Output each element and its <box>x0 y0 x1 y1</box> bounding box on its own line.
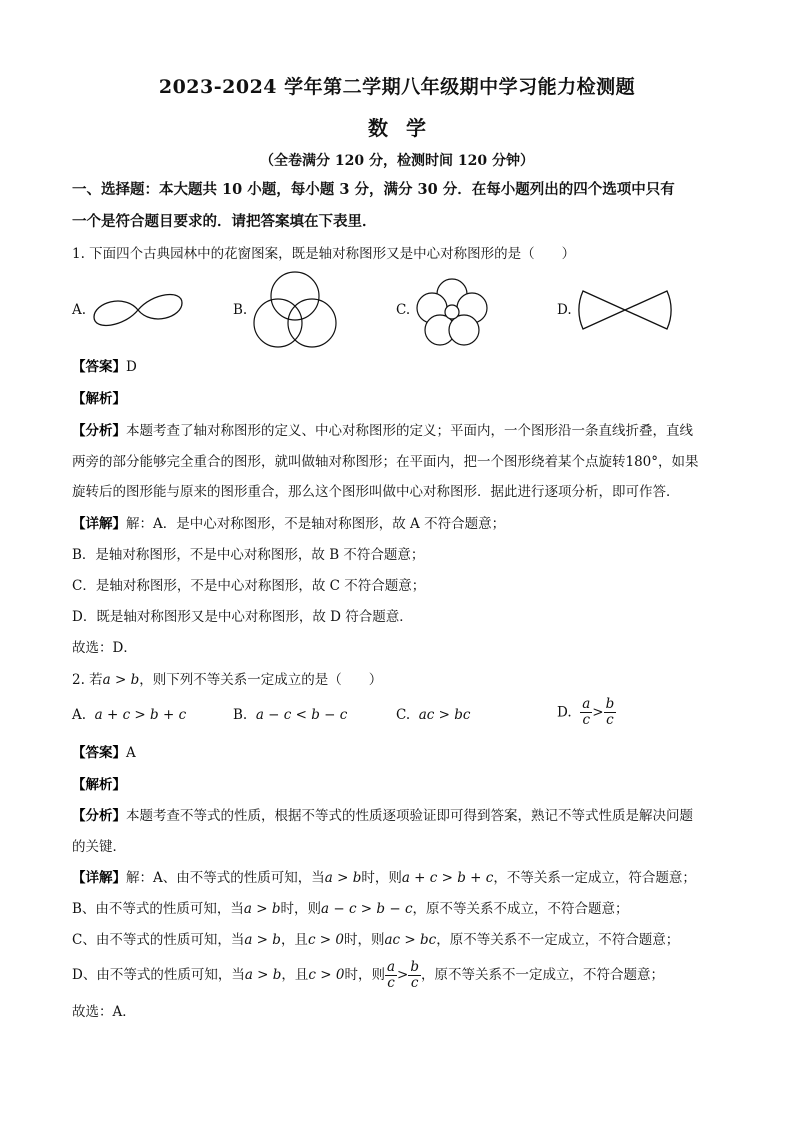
q1-xiangjie-tag: 【详解】 <box>72 516 126 532</box>
q2-d1-mid: 时，则 <box>361 870 402 886</box>
q2-d4-mid1: ，且 <box>281 967 309 983</box>
q1-fenxi-1 <box>72 421 732 441</box>
q1-option-d-label: D. <box>557 302 572 318</box>
q2-option-b-expr: a − c < b − c <box>255 707 348 723</box>
q2-d1-expr: a + c > b + c <box>401 870 494 886</box>
q2-stem-condition: a > b <box>102 672 140 688</box>
q2-option-c-label: C. <box>396 707 411 723</box>
q2-stem-pre: 2. 若 <box>72 672 103 688</box>
subject-title: 数学 <box>368 116 444 140</box>
q2-d4-op: > <box>397 967 409 983</box>
q1-option-b-figure <box>250 270 340 350</box>
q2-d4-cond: a > b <box>244 967 282 983</box>
section1-line2: 一个是符合题目要求的．请把答案填在下表里． <box>72 213 377 230</box>
q1-detail-1 <box>72 514 732 534</box>
q2-d3-expr: ac > bc <box>384 932 437 948</box>
q2-fenxi-tag: 【分析】 <box>72 808 126 824</box>
q2-d1-cond: a > b <box>324 870 362 886</box>
q1-fenxi-tag: 【分析】 <box>72 423 126 439</box>
q2-option-d-op: > <box>592 704 604 721</box>
q1-stem: 1. 下面四个古典园林中的花窗图案，既是轴对称图形又是中心对称图形的是（ ） <box>72 246 576 262</box>
q2-option-a-label: A. <box>72 707 87 723</box>
q2-option-b <box>233 707 347 723</box>
q2-d4-mid2: 时，则 <box>344 967 385 983</box>
q2-d1-post: ，不等关系一定成立，符合题意； <box>493 870 696 886</box>
q2-option-c-expr: ac > bc <box>418 707 471 723</box>
q2-d4-frac-right <box>408 960 421 991</box>
q2-option-d-label: D. <box>557 704 572 721</box>
q1-detail-4: D．既是轴对称图形又是中心对称图形，故 D 符合题意． <box>72 609 413 625</box>
q1-detail-text-1: 解：A．是中心对称图形，不是轴对称图形，故 A 不符合题意； <box>126 516 506 532</box>
q2-option-c <box>396 707 470 723</box>
q2-answer-value: A <box>126 745 136 761</box>
q1-analysis-tag: 【解析】 <box>72 391 126 407</box>
frac-numerator: a <box>386 959 396 975</box>
q2-d3-cond2: c > 0 <box>307 932 344 948</box>
q1-option-d-figure <box>578 283 672 337</box>
q2-d4-pre: D、由不等式的性质可知，当 <box>72 967 245 983</box>
q2-option-a <box>72 707 186 723</box>
q1-fenxi-3: 旋转后的图形能与原来的图形重合，那么这个图形叫做中心对称图形．据此进行逐项分析，即可作答． <box>72 484 680 500</box>
q2-option-b-label: B. <box>233 707 248 723</box>
q2-fenxi-1 <box>72 806 732 826</box>
q2-d2-mid: 时，则 <box>280 901 322 917</box>
q2-option-d <box>557 697 616 728</box>
q1-fenxi-2: 两旁的部分能够完全重合的图形，就叫做轴对称图形；在平面内，把一个图形绕着某个点旋转180°，如果 <box>72 454 699 470</box>
q2-stem-post: ，则下列不等关系一定成立的是（ ） <box>139 672 383 688</box>
frac-numerator: a <box>582 696 591 712</box>
q2-d2-cond: a > b <box>243 901 281 917</box>
q1-answer-value: D <box>126 359 137 375</box>
section1-line1: 一、选择题：本大题共 10 小题，每小题 3 分，满分 30 分．在每小题列出的四个选项中只有 <box>72 181 675 198</box>
q2-d1-pre: 解：A、由不等式的性质可知，当 <box>126 870 325 886</box>
q2-d2-post: ，原不等关系不成立，不符合题意； <box>412 901 629 917</box>
q2-option-d-frac-right <box>604 697 617 728</box>
q2-detail-4 <box>72 958 732 992</box>
q1-fenxi-text-1: 本题考查了轴对称图形的定义、中心对称图形的定义；平面内，一个图形沿一条直线折叠，直线 <box>126 423 693 439</box>
q2-option-d-frac-left <box>580 697 592 728</box>
q1-detail-2: B．是轴对称图形，不是中心对称图形，故 B 不符合题意； <box>72 547 425 563</box>
frac-denominator: c <box>387 975 395 991</box>
q2-fenxi-text-1: 本题考查不等式的性质，根据不等式的性质逐项验证即可得到答案，熟记不等式性质是解决问题 <box>126 808 693 824</box>
q1-choose: 故选：D． <box>72 640 137 656</box>
q2-d4-frac-left <box>385 960 397 991</box>
q2-analysis-tag: 【解析】 <box>72 777 126 793</box>
q2-d4-cond2: c > 0 <box>308 967 345 983</box>
q1-detail-3: C．是轴对称图形，不是中心对称图形，故 C 不符合题意； <box>72 578 426 594</box>
q2-detail-2 <box>72 899 732 919</box>
exam-note: （全卷满分 120 分，检测时间 120 分钟） <box>260 153 534 169</box>
q1-option-c-figure <box>414 275 490 347</box>
q2-answer <box>72 743 732 763</box>
q2-d3-cond: a > b <box>244 932 281 948</box>
q2-choose: 故选：A． <box>72 1004 136 1020</box>
q2-stem <box>72 670 732 690</box>
q1-answer-tag: 【答案】 <box>72 359 126 375</box>
exam-title: 2023-2024 学年第二学期八年级期中学习能力检测题 <box>158 76 636 98</box>
frac-denominator: c <box>606 712 614 728</box>
q1-option-a-figure <box>90 285 186 335</box>
q2-d3-mid2: 时，则 <box>343 932 385 948</box>
frac-numerator: b <box>410 959 419 975</box>
q2-detail-1 <box>72 868 732 888</box>
q2-d2-pre: B、由不等式的性质可知，当 <box>72 901 244 917</box>
q1-option-b-label: B. <box>233 302 248 318</box>
q1-option-c-label: C. <box>396 302 411 318</box>
q2-fenxi-2: 的关键． <box>72 839 126 855</box>
q2-answer-tag: 【答案】 <box>72 745 126 761</box>
frac-denominator: c <box>582 712 591 728</box>
q1-option-a-label: A. <box>72 302 87 318</box>
q2-d2-expr: a − c > b − c <box>321 901 413 917</box>
frac-numerator: b <box>605 696 615 712</box>
q2-d4-post: ，原不等关系不一定成立，不符合题意； <box>421 967 664 983</box>
q1-answer <box>72 357 732 377</box>
q2-d3-post: ，原不等关系不一定成立，不符合题意； <box>436 932 680 948</box>
q2-d3-mid1: ，且 <box>280 932 308 948</box>
q2-xiangjie-tag: 【详解】 <box>72 870 126 886</box>
q2-d3-pre: C、由不等式的性质可知，当 <box>72 932 245 948</box>
q2-option-a-expr: a + c > b + c <box>94 707 187 723</box>
q2-detail-3 <box>72 930 732 950</box>
frac-denominator: c <box>410 975 419 991</box>
